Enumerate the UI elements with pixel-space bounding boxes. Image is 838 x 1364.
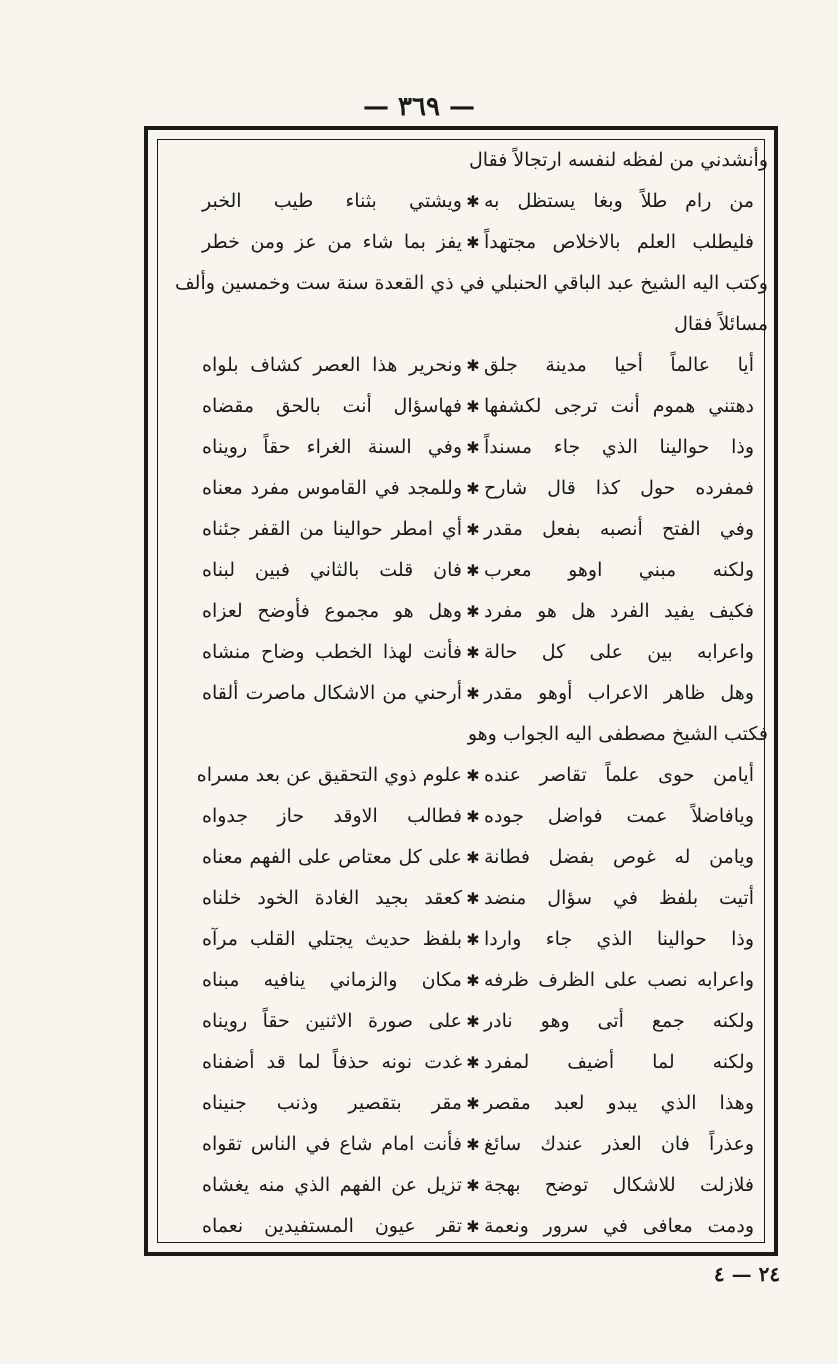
verse-first-hemistich: ويامن له غوص بفضل فطانة — [484, 846, 754, 868]
verse-line — [154, 632, 768, 673]
verse-separator-star-icon: ✱ — [466, 438, 480, 457]
verse-separator-star-icon: ✱ — [466, 479, 480, 498]
verse-second-hemistich: فأنت لهذا الخطب وضاح منشاه — [202, 641, 462, 663]
verse-first-hemistich: وفي الفتح أنصبه بفعل مقدر — [484, 518, 754, 540]
verse-second-hemistich: أرحني من الاشكال ماصرت ألقاه — [202, 682, 462, 704]
verse-line — [154, 1165, 768, 1206]
verse-second-hemistich: غدت نونه حذفاً لما قد أضفناه — [202, 1051, 462, 1073]
verse-second-hemistich: بلفظ حديث يجتلي القلب مرآه — [202, 928, 462, 950]
verse-first-hemistich: أتيت بلفظ في سؤال منضد — [484, 887, 754, 909]
verse-line — [154, 1083, 768, 1124]
verse-line — [154, 673, 768, 714]
verse-first-hemistich: أيامن حوى علماً تقاصر عنده — [484, 764, 754, 786]
verse-second-hemistich: فطالب الاوقد حاز جدواه — [202, 805, 462, 827]
verse-separator-star-icon: ✱ — [466, 561, 480, 580]
verse-first-hemistich: واعرابه نصب على الظرف ظرفه — [484, 969, 754, 991]
verse-separator-star-icon: ✱ — [466, 520, 480, 539]
verse-second-hemistich: فان قلت بالثاني فبين لبناه — [202, 559, 462, 581]
verse-separator-star-icon: ✱ — [466, 1094, 480, 1113]
verse-separator-star-icon: ✱ — [466, 397, 480, 416]
verse-separator-star-icon: ✱ — [466, 889, 480, 908]
verse-separator-star-icon: ✱ — [466, 766, 480, 785]
prose-line: وكتب اليه الشيخ عبد الباقي الحنبلي في ذي القعدة سنة ست وخمسين وألف — [175, 272, 768, 294]
verse-second-hemistich: ويشتي بثناء طيب الخبر — [202, 190, 462, 212]
prose-line: مسائلاً فقال — [674, 313, 768, 335]
verse-second-hemistich: وللمجد في القاموس مفرد معناه — [202, 477, 462, 499]
verse-separator-star-icon: ✱ — [466, 971, 480, 990]
verse-first-hemistich: واعرابه بين على كل حالة — [484, 641, 754, 663]
verse-first-hemistich: فكيف يفيد الفرد هل هو مفرد — [484, 600, 754, 622]
verse-line — [154, 919, 768, 960]
verse-first-hemistich: فلازلت للاشكال توضح بهجة — [484, 1174, 754, 1196]
verse-line — [154, 960, 768, 1001]
page-frame — [144, 126, 778, 1256]
verse-line — [154, 345, 768, 386]
verse-first-hemistich: وذا حوالينا الذي جاء مسنداً — [484, 436, 754, 458]
prose-line: وأنشدني من لفظه لنفسه ارتجالاً فقال — [469, 149, 768, 171]
verse-line — [154, 550, 768, 591]
verse-line — [154, 878, 768, 919]
verse-first-hemistich: من رام طلاً وبغا يستظل به — [484, 190, 754, 212]
verse-line — [154, 1124, 768, 1165]
verse-second-hemistich: فهاسؤال أنت بالحق مقضاه — [202, 395, 462, 417]
verse-first-hemistich: ودمت معافى في سرور ونعمة — [484, 1215, 754, 1237]
verse-line — [154, 509, 768, 550]
verse-line — [154, 1001, 768, 1042]
text-body — [154, 140, 768, 1246]
verse-first-hemistich: أيا عالماً أحيا مدينة جلق — [484, 354, 754, 376]
verse-first-hemistich: وهل ظاهر الاعراب أوهو مقدر — [484, 682, 754, 704]
verse-first-hemistich: ولكنه جمع أتى وهو نادر — [484, 1010, 754, 1032]
verse-first-hemistich: وذا حوالينا الذي جاء واردا — [484, 928, 754, 950]
verse-second-hemistich: تقر عيون المستفيدين نعماه — [202, 1215, 462, 1237]
page-number: — ٣٦٩ — — [362, 92, 476, 122]
verse-second-hemistich: علوم ذوي التحقيق عن بعد مسراه — [196, 764, 462, 786]
verse-separator-star-icon: ✱ — [466, 1012, 480, 1031]
verse-line — [154, 591, 768, 632]
verse-first-hemistich: ويافاضلاً عمت فواضل جوده — [484, 805, 754, 827]
verse-line — [154, 1206, 768, 1247]
verse-separator-star-icon: ✱ — [466, 1135, 480, 1154]
verse-line — [154, 837, 768, 878]
verse-separator-star-icon: ✱ — [466, 684, 480, 703]
verse-separator-star-icon: ✱ — [466, 356, 480, 375]
verse-separator-star-icon: ✱ — [466, 930, 480, 949]
verse-first-hemistich: وهذا الذي يبدو لعبد مقصر — [484, 1092, 754, 1114]
verse-line — [154, 1042, 768, 1083]
verse-separator-star-icon: ✱ — [466, 643, 480, 662]
verse-line — [154, 755, 768, 796]
signature-mark: ٢٤ — ٤ — [713, 1262, 781, 1286]
verse-separator-star-icon: ✱ — [466, 1053, 480, 1072]
verse-second-hemistich: ونحرير هذا العصر كشاف بلواه — [202, 354, 462, 376]
verse-first-hemistich: ولكنه لما أضيف لمفرد — [484, 1051, 754, 1073]
verse-separator-star-icon: ✱ — [466, 233, 480, 252]
verse-separator-star-icon: ✱ — [466, 1217, 480, 1236]
verse-line — [154, 796, 768, 837]
verse-second-hemistich: على صورة الاثنين حقاً رويناه — [202, 1010, 462, 1032]
verse-separator-star-icon: ✱ — [466, 807, 480, 826]
verse-line — [154, 222, 768, 263]
verse-second-hemistich: كعقد بجيد الغادة الخود خلناه — [202, 887, 462, 909]
verse-second-hemistich: وفي السنة الغراء حقاً رويناه — [202, 436, 462, 458]
verse-line — [154, 427, 768, 468]
verse-line — [154, 386, 768, 427]
verse-first-hemistich: ولكنه مبني اوهو معرب — [484, 559, 754, 581]
verse-first-hemistich: فليطلب العلم بالاخلاص مجتهداً — [484, 231, 754, 253]
verse-second-hemistich: يفز بما شاء من عز ومن خطر — [202, 231, 462, 253]
verse-second-hemistich: مكان والزماني ينافيه مبناه — [202, 969, 462, 991]
prose-line: فكتب الشيخ مصطفى اليه الجواب وهو — [467, 723, 768, 745]
verse-second-hemistich: فأنت امام شاع في الناس تقواه — [202, 1133, 462, 1155]
verse-second-hemistich: مقر بتقصير وذنب جنيناه — [202, 1092, 462, 1114]
verse-second-hemistich: تزيل عن الفهم الذي منه يغشاه — [202, 1174, 462, 1196]
verse-separator-star-icon: ✱ — [466, 192, 480, 211]
verse-line — [154, 181, 768, 222]
verse-line — [154, 468, 768, 509]
verse-second-hemistich: وهل هو مجموع فأوضح لعزاه — [202, 600, 462, 622]
verse-first-hemistich: فمفرده حول كذا قال شارح — [484, 477, 754, 499]
verse-separator-star-icon: ✱ — [466, 1176, 480, 1195]
verse-second-hemistich: على كل معتاص على الفهم معناه — [202, 846, 462, 868]
verse-first-hemistich: وعذراً فان العذر عندك سائغ — [484, 1133, 754, 1155]
verse-separator-star-icon: ✱ — [466, 848, 480, 867]
verse-first-hemistich: دهتني هموم أنت ترجى لكشفها — [484, 395, 754, 417]
verse-second-hemistich: أي امطر حوالينا من القفر جئناه — [202, 518, 462, 540]
verse-separator-star-icon: ✱ — [466, 602, 480, 621]
